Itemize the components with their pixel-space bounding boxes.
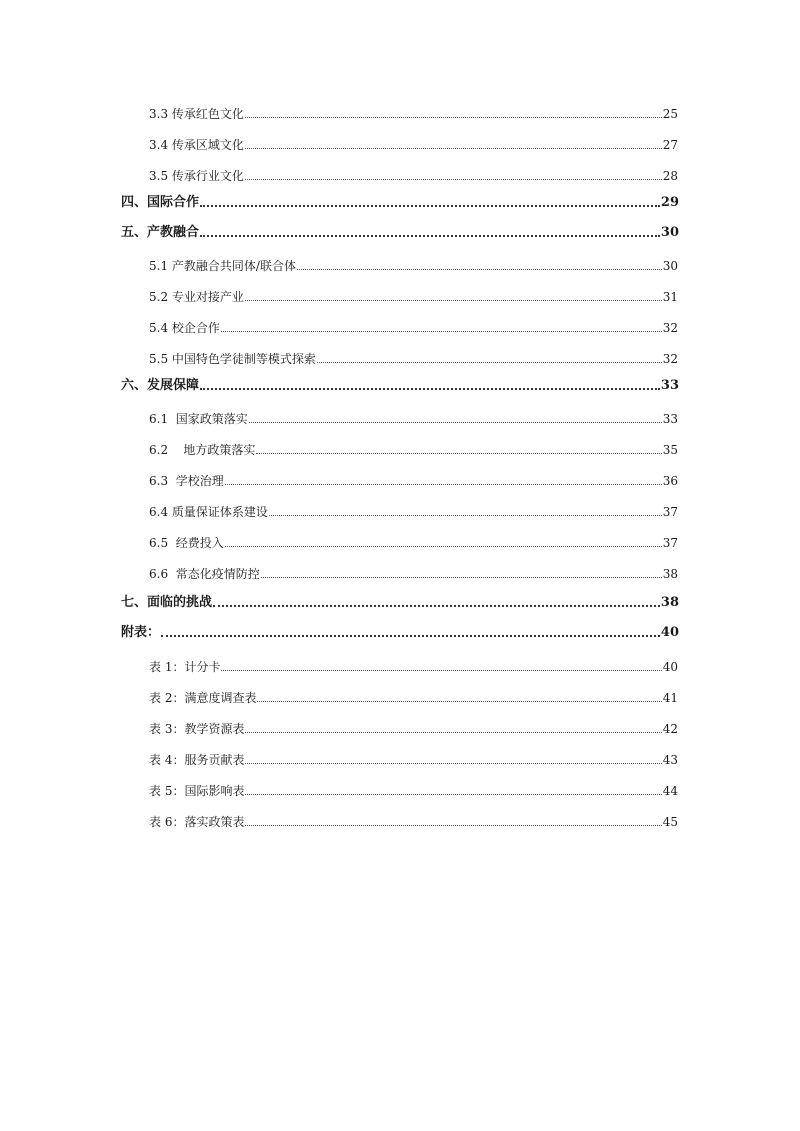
toc-entry-page-number: 28 [662,169,678,183]
toc-entry-title: 表 1：计分卡 [149,660,221,674]
toc-entry-page-number: 43 [662,753,678,767]
toc-entry[interactable] [0,810,800,830]
toc-entry[interactable] [0,655,800,675]
toc-entry-page-number: 38 [662,567,678,581]
toc-entry[interactable] [0,191,800,211]
toc-entry[interactable] [0,500,800,520]
dot-leader [245,179,662,180]
toc-entry-title: 6.3 学校治理 [149,474,224,488]
toc-entry[interactable] [0,748,800,768]
toc-entry-page-number: 37 [662,536,678,550]
toc-entry-page-number: 37 [662,505,678,519]
dot-leader [200,235,660,237]
toc-entry[interactable] [0,531,800,551]
toc-entry-title: 6.4 质量保证体系建设 [149,505,268,519]
toc-entry[interactable] [0,686,800,706]
toc-entry[interactable] [0,254,800,274]
dot-leader [161,635,660,637]
toc-entry-title: 5.5 中国特色学徒制等模式探索 [149,352,316,366]
toc-entry-title: 六、发展保障 [121,378,200,393]
toc-entry-title: 3.4 传承区域文化 [149,138,244,152]
toc-entry-title: 表 5：国际影响表 [149,784,245,798]
dot-leader [261,577,662,578]
toc-entry[interactable] [0,562,800,582]
toc-entry-title: 附表： [121,625,161,640]
toc-entry-page-number: 25 [662,107,678,121]
toc-entry-title: 6.5 经费投入 [149,536,224,550]
toc-entry[interactable] [0,164,800,184]
toc-entry[interactable] [0,374,800,394]
dot-leader [200,205,660,207]
dot-leader [245,732,661,733]
dot-leader [257,701,661,702]
toc-entry-title: 6.2 地方政策落实 [149,443,256,457]
dot-leader [245,794,661,795]
dot-leader [297,269,662,270]
toc-entry-title: 6.1 国家政策落实 [149,412,248,426]
toc-entry-title: 七、面临的挑战 [121,595,213,610]
dot-leader [221,670,661,671]
toc-entry-page-number: 32 [662,352,678,366]
dot-leader [245,825,661,826]
dot-leader [245,300,662,301]
dot-leader [245,117,662,118]
toc-entry-page-number: 35 [662,443,678,457]
dot-leader [249,422,662,423]
dot-leader [225,546,662,547]
toc-entry[interactable] [0,347,800,367]
toc-entry[interactable] [0,221,800,241]
toc-entry-page-number: 45 [662,815,678,829]
toc-entry[interactable] [0,102,800,122]
toc-entry-page-number: 36 [662,474,678,488]
toc-entry-page-number: 31 [662,290,678,304]
toc-entry-title: 5.4 校企合作 [149,321,220,335]
toc-entry-page-number: 33 [662,412,678,426]
dot-leader [225,484,662,485]
toc-entry[interactable] [0,717,800,737]
toc-entry-title: 5.2 专业对接产业 [149,290,244,304]
toc-entry-page-number: 30 [660,225,679,240]
dot-leader [245,763,661,764]
dot-leader [269,515,662,516]
toc-entry-title: 表 3：教学资源表 [149,722,245,736]
dot-leader [213,605,660,607]
toc-entry[interactable] [0,285,800,305]
toc-entry-page-number: 29 [660,195,679,210]
toc-entry[interactable] [0,316,800,336]
toc-entry[interactable] [0,438,800,458]
toc-entry-page-number: 33 [660,378,679,393]
toc-entry-page-number: 30 [662,259,678,273]
toc-entry[interactable] [0,591,800,611]
dot-leader [317,362,662,363]
toc-entry-title: 3.3 传承红色文化 [149,107,244,121]
dot-leader [200,388,660,390]
toc-entry-title: 五、产教融合 [121,225,200,240]
dot-leader [245,148,662,149]
toc-entry-title: 四、国际合作 [121,195,200,210]
toc-entry-page-number: 40 [660,625,679,640]
toc-entry-title: 5.1 产教融合共同体/联合体 [149,259,296,273]
toc-entry-title: 表 2：满意度调查表 [149,691,257,705]
dot-leader [256,453,661,454]
dot-leader [221,331,662,332]
toc-entry-title: 表 4：服务贡献表 [149,753,245,767]
toc-entry-page-number: 40 [662,660,678,674]
toc-entry[interactable] [0,469,800,489]
toc-entry-page-number: 27 [662,138,678,152]
toc-entry-page-number: 32 [662,321,678,335]
toc-entry[interactable] [0,621,800,641]
toc-entry[interactable] [0,779,800,799]
toc-entry-title: 表 6：落实政策表 [149,815,245,829]
toc-entry-page-number: 38 [660,595,679,610]
toc-entry-page-number: 41 [662,691,678,705]
toc-entry-title: 3.5 传承行业文化 [149,169,244,183]
toc-entry[interactable] [0,407,800,427]
toc-entry-page-number: 44 [662,784,678,798]
toc-entry[interactable] [0,133,800,153]
toc-entry-page-number: 42 [662,722,678,736]
toc-entry-title: 6.6 常态化疫情防控 [149,567,260,581]
